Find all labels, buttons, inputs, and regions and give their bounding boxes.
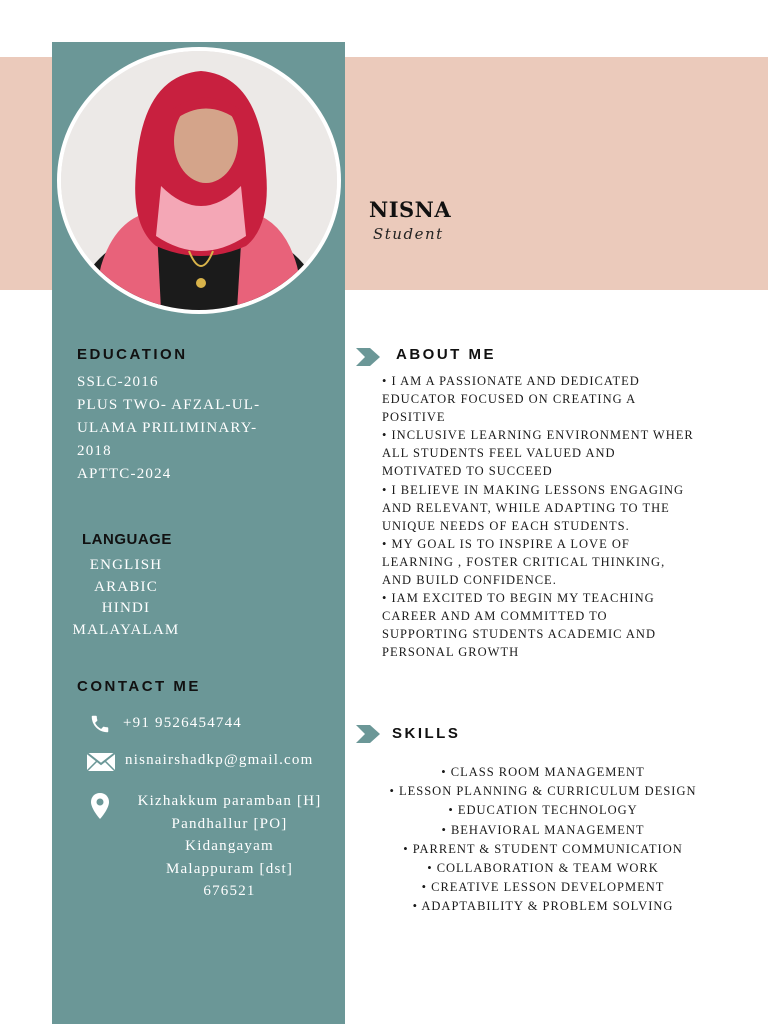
language-item: MALAYALAM (72, 621, 180, 638)
skill-item: • CLASS ROOM MANAGEMENT (441, 765, 645, 779)
skills-list (362, 763, 724, 917)
person-name: NISNA (369, 197, 452, 222)
address-line: Kizhakkum paramban [H] (137, 793, 322, 809)
education-list (77, 371, 337, 486)
chevron-right-icon (356, 348, 382, 366)
language-item: HINDI (101, 600, 151, 616)
address-line: Pandhallur [PO] (171, 815, 288, 832)
language-heading: LANGUAGE (82, 531, 172, 548)
address-block (112, 790, 347, 903)
skill-item: • LESSON PLANNING & CURRICULUM DESIGN (389, 784, 697, 799)
education-line: PLUS TWO- AFZAL-UL- (77, 397, 261, 413)
about-item: • INCLUSIVE LEARNING ENVIRONMENT WHER ALL STUDENTS FEEL VALUED AND MOTIVATED TO SUCCEED (382, 428, 694, 479)
email-address[interactable]: nisnairshadkp@gmail.com (125, 752, 314, 768)
skill-item: • BEHAVIORAL MANAGEMENT (441, 822, 645, 837)
about-heading: ABOUT ME (396, 346, 496, 363)
education-line: ULAMA PRILIMINARY- (77, 420, 258, 436)
skill-item: • COLLABORATION & TEAM WORK (427, 861, 659, 876)
phone-icon (89, 713, 111, 735)
about-list (382, 372, 712, 662)
language-list (62, 555, 190, 641)
about-item: • IAM EXCITED TO BEGIN MY TEACHING CAREER AND AM COMMITTED TO SUPPORTING STUDENTS ACADEMIC AND PERSONAL GROWTH (382, 591, 656, 660)
education-line: APTTC-2024 (77, 466, 172, 482)
address-line: 676521 (203, 883, 256, 899)
profile-photo (57, 47, 341, 314)
address-line: Malappuram [dst] (165, 860, 294, 877)
language-item: ENGLISH (89, 557, 163, 573)
about-item: • I BELIEVE IN MAKING LESSONS ENGAGING AND RELEVANT, WHILE ADAPTING TO THE UNIQUE NEEDS OF EACH STUDENTS. (382, 482, 685, 533)
skills-heading: SKILLS (392, 725, 461, 742)
language-item: ARABIC (94, 578, 158, 595)
about-item: • MY GOAL IS TO INSPIRE A LOVE OF LEARNING , FOSTER CRITICAL THINKING, AND BUILD CONFIDENCE. (382, 536, 666, 588)
skill-item: • EDUCATION TECHNOLOGY (448, 803, 638, 818)
education-heading: EDUCATION (77, 346, 188, 363)
location-pin-icon (90, 792, 110, 820)
address-line: Kidangayam (185, 838, 274, 854)
profile-photo-illustration (61, 51, 337, 310)
education-line: SSLC-2016 (77, 374, 159, 390)
skill-item: • PARRENT & STUDENT COMMUNICATION (403, 841, 683, 856)
education-line: 2018 (77, 443, 112, 459)
person-role: Student (373, 225, 444, 243)
phone-number[interactable]: +91 9526454744 (123, 715, 243, 731)
skill-item: • ADAPTABILITY & PROBLEM SOLVING (412, 899, 674, 914)
envelope-icon (86, 752, 116, 772)
contact-heading: CONTACT ME (77, 678, 201, 695)
about-item: • I AM A PASSIONATE AND DEDICATED EDUCATOR FOCUSED ON CREATING A POSITIVE (382, 374, 640, 425)
skill-item: • CREATIVE LESSON DEVELOPMENT (421, 880, 665, 895)
chevron-right-icon (356, 725, 382, 743)
